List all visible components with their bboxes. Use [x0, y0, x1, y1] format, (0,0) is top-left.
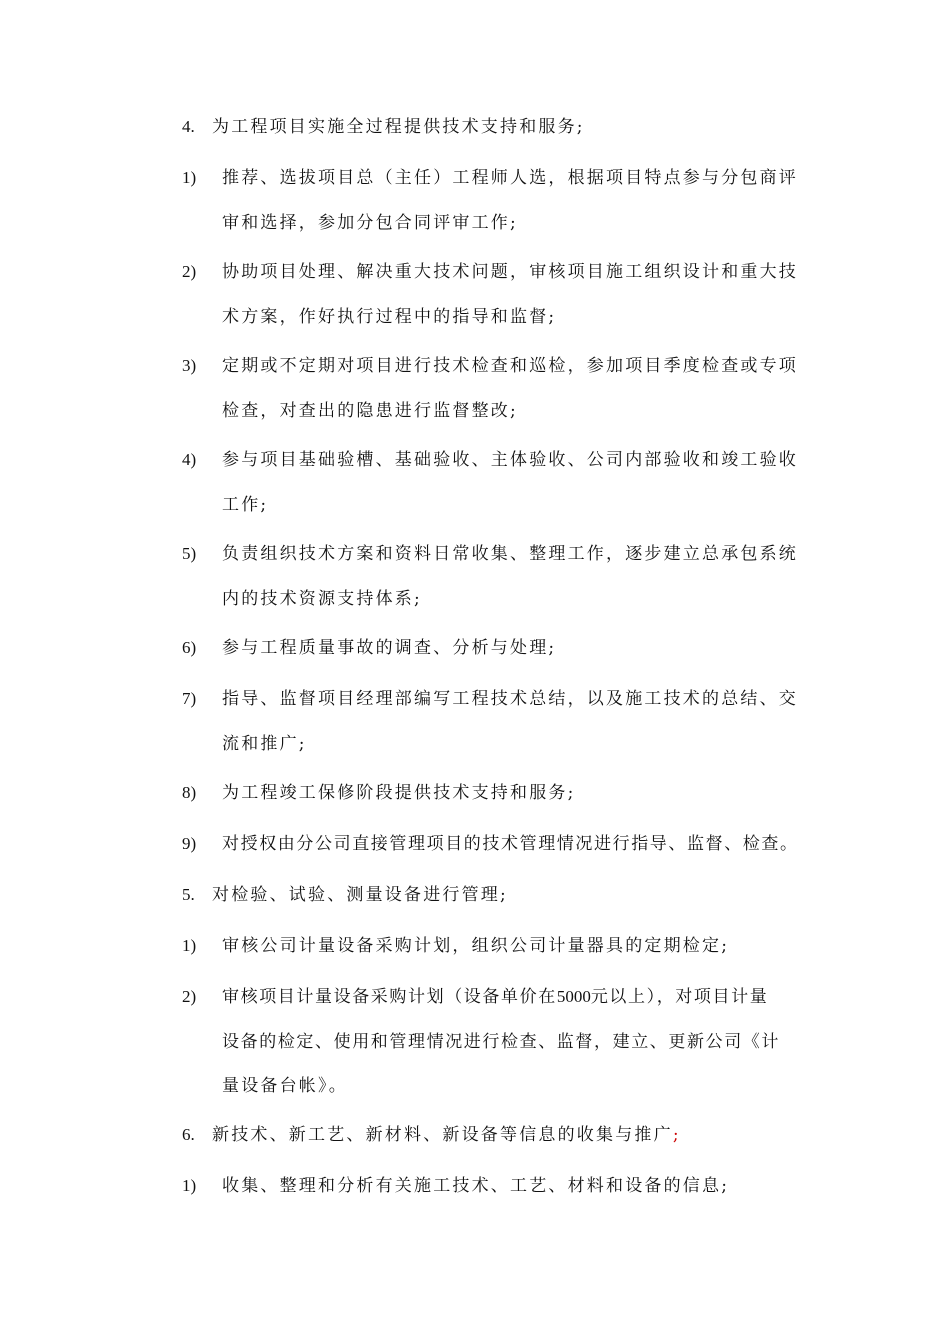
item-number: 3) [182, 356, 197, 375]
item-number: 7) [182, 689, 197, 708]
item-text: 为工程项目实施全过程提供技术支持和服务; [212, 117, 585, 137]
item-text: 对授权由分公司直接管理项目的技术管理情况进行指导、监督、检查。 [222, 834, 799, 854]
item-number: 1) [182, 936, 197, 955]
item-text [222, 982, 768, 1012]
item-text: 审核公司计量设备采购计划，组织公司计量器具的定期检定; [222, 936, 730, 956]
item-number: 2) [182, 987, 197, 1006]
item-number: 4) [182, 450, 197, 469]
item-text: 推荐、选拔项目总（主任）工程师人选，根据项目特点参与分包商评 [222, 168, 798, 188]
item-number: 6. [182, 1125, 195, 1144]
item-number: 8) [182, 783, 197, 802]
item-number: 1) [182, 168, 197, 187]
item-text-end: 元以上），对项目计量 [590, 987, 769, 1007]
item-text [212, 1120, 681, 1150]
item-text: 对检验、试验、测量设备进行管理; [212, 885, 508, 905]
item-text: 术方案，作好执行过程中的指导和监督; [222, 307, 557, 327]
item-text: 流和推广; [222, 734, 307, 754]
item-text: 参与工程质量事故的调查、分析与处理; [222, 638, 557, 658]
red-semicolon: ; [672, 1125, 681, 1145]
item-number: 2) [182, 262, 197, 281]
item-number: 5) [182, 544, 197, 563]
item-text: 工作; [222, 495, 269, 515]
item-text: 为工程竣工保修阶段提供技术支持和服务; [222, 783, 576, 803]
item-text-main: 新技术、新工艺、新材料、新设备等信息的收集与推广 [212, 1125, 673, 1145]
item-text: 指导、监督项目经理部编写工程技术总结，以及施工技术的总结、交 [222, 689, 798, 709]
item-text: 负责组织技术方案和资料日常收集、整理工作，逐步建立总承包系统 [222, 544, 798, 564]
item-text: 量设备台帐》。 [222, 1076, 348, 1096]
item-number: 4. [182, 117, 195, 136]
item-text: 内的技术资源支持体系; [222, 589, 422, 609]
item-text: 收集、整理和分析有关施工技术、工艺、材料和设备的信息; [222, 1176, 730, 1196]
item-text: 定期或不定期对项目进行技术检查和巡检，参加项目季度检查或专项 [222, 356, 798, 376]
item-number: 1) [182, 1176, 197, 1195]
item-text: 审和选择，参加分包合同评审工作; [222, 213, 518, 233]
item-text: 检查，对查出的隐患进行监督整改; [222, 401, 518, 421]
item-number: 5. [182, 885, 195, 904]
item-number: 9) [182, 834, 197, 853]
item-text: 设备的检定、使用和管理情况进行检查、监督，建立、更新公司《计 [222, 1032, 780, 1052]
item-text: 参与项目基础验槽、基础验收、主体验收、公司内部验收和竣工验收 [222, 450, 798, 470]
item-text-start: 审核项目计量设备采购计划（设备单价在 [222, 987, 557, 1007]
item-text: 协助项目处理、解决重大技术问题，审核项目施工组织设计和重大技 [222, 262, 798, 282]
unit-price-value: 5000 [556, 987, 591, 1006]
item-number: 6) [182, 638, 197, 657]
